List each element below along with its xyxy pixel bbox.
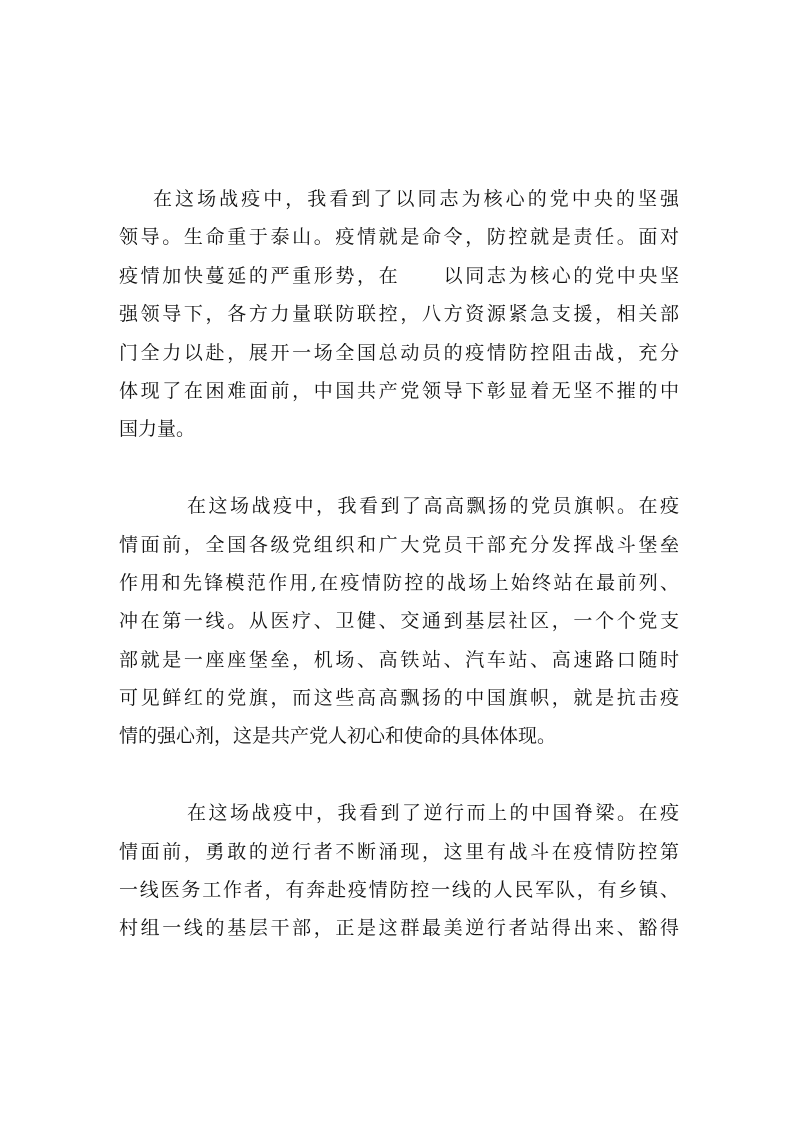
paragraph-1 [119, 180, 679, 449]
paragraph-line: 情面前，全国各级党组织和广大党员干部充分发挥战斗堡垒 [119, 533, 679, 556]
document-body [119, 180, 679, 948]
paragraph-line: 情的强心剂，这是共产党人初心和使命的具体体现。 [119, 725, 557, 748]
paragraph-3 [119, 794, 679, 948]
paragraph-line: 情面前，勇敢的逆行者不断涌现，这里有战斗在疫情防控第 [119, 840, 679, 863]
paragraph-line: 体现了在困难面前，中国共产党领导下彰显着无坚不摧的中 [119, 379, 679, 402]
paragraph-line: 村组一线的基层干部，正是这群最美逆行者站得出来、豁得 [119, 917, 679, 940]
paragraph-line: 领导。生命重于泰山。疫情就是命令，防控就是责任。面对 [119, 226, 679, 249]
paragraph-line: 门全力以赴，展开一场全国总动员的疫情防控阻击战，充分 [119, 341, 679, 364]
paragraph-gap [119, 449, 679, 487]
paragraph-2 [119, 487, 679, 756]
paragraph-line: 强领导下，各方力量联防联控，八方资源紧急支援，相关部 [119, 303, 679, 326]
paragraph-line: 冲在第一线。从医疗、卫健、交通到基层社区，一个个党支 [119, 610, 679, 633]
paragraph-line: 在这场战疫中，我看到了高高飘扬的党员旗帜。在疫 [187, 495, 679, 518]
paragraph-line: 一线医务工作者，有奔赴疫情防控一线的人民军队，有乡镇、 [119, 879, 679, 902]
paragraph-line: 国力量。 [119, 418, 196, 441]
paragraph-line: 疫情加快蔓延的严重形势，在 以同志为核心的党中央坚 [119, 264, 679, 287]
paragraph-line: 部就是一座座堡垒，机场、高铁站、汽车站、高速路口随时 [119, 648, 679, 671]
paragraph-gap [119, 756, 679, 794]
paragraph-line: 作用和先锋模范作用,在疫情防控的战场上始终站在最前列、 [119, 571, 679, 594]
paragraph-line: 在这场战疫中，我看到了逆行而上的中国脊梁。在疫 [187, 802, 679, 825]
paragraph-line: 可见鲜红的党旗，而这些高高飘扬的中国旗帜，就是抗击疫 [119, 687, 679, 710]
paragraph-line: 在这场战疫中，我看到了以同志为核心的党中央的坚强 [153, 188, 679, 210]
